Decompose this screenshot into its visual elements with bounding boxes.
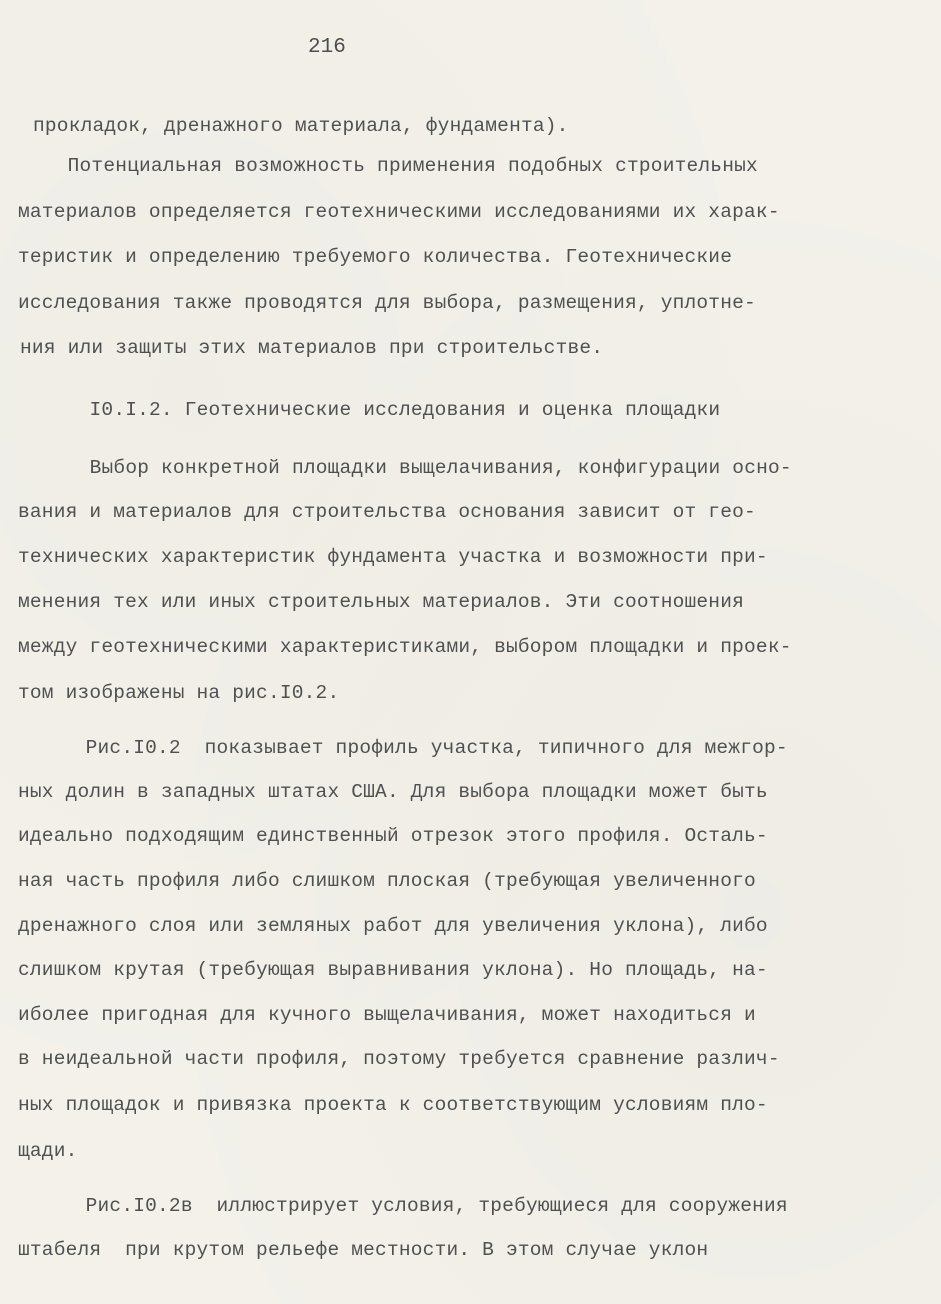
text-line: штабеля при крутом рельефе местности. В этом случае уклон bbox=[18, 1239, 709, 1261]
text-line: идеально подходящим единственный отрезок этого профиля. Осталь- bbox=[18, 825, 768, 847]
text-line: менения тех или иных строительных материалов. Эти соотношения bbox=[18, 591, 745, 613]
text-line: технических характеристик фундамента участка и возможности при- bbox=[18, 546, 768, 568]
text-line: Выбор конкретной площадки выщелачивания, конфигурации осно- bbox=[42, 457, 792, 479]
page-number: 216 bbox=[308, 36, 346, 59]
text-line: слишком крутая (требующая выравнивания уклона). Но площадь, на- bbox=[18, 959, 768, 981]
text-line: в неидеальной части профиля, поэтому требуется сравнение различ- bbox=[18, 1048, 780, 1070]
text-line: теристик и определению требуемого количества. Геотехнические bbox=[18, 246, 733, 268]
text-line: щади. bbox=[18, 1140, 78, 1162]
text-line: ных площадок и привязка проекта к соответствующим условиям пло- bbox=[18, 1094, 768, 1116]
text-line: ных долин в западных штатах США. Для выбора площадки может быть bbox=[18, 781, 768, 803]
text-line: ния или защиты этих материалов при строительстве. bbox=[20, 337, 604, 359]
text-line: Потенциальная возможность применения подобных строительных bbox=[20, 155, 758, 177]
section-heading: I0.I.2. Геотехнические исследования и оценка площадки bbox=[30, 399, 721, 421]
text-line: Рис.I0.2в иллюстрирует условия, требующиеся для сооружения bbox=[38, 1195, 788, 1217]
text-line: Рис.I0.2 показывает профиль участка, типичного для межгор- bbox=[38, 737, 788, 759]
text-line: прокладок, дренажного материала, фундамента). bbox=[33, 115, 569, 137]
text-line: вания и материалов для строительства основания зависит от гео- bbox=[18, 501, 756, 523]
text-line: дренажного слоя или земляных работ для увеличения уклона), либо bbox=[18, 915, 768, 937]
text-line: исследования также проводятся для выбора, размещения, уплотне- bbox=[18, 292, 756, 314]
text-line: ная часть профиля либо слишком плоская (требующая увеличенного bbox=[18, 870, 756, 892]
text-line: между геотехническими характеристиками, выбором площадки и проек- bbox=[18, 636, 792, 658]
text-line: материалов определяется геотехническими исследованиями их харак- bbox=[18, 201, 780, 223]
text-line: том изображены на рис.I0.2. bbox=[18, 682, 340, 704]
text-line: иболее пригодная для кучного выщелачивания, может находиться и bbox=[18, 1004, 756, 1026]
